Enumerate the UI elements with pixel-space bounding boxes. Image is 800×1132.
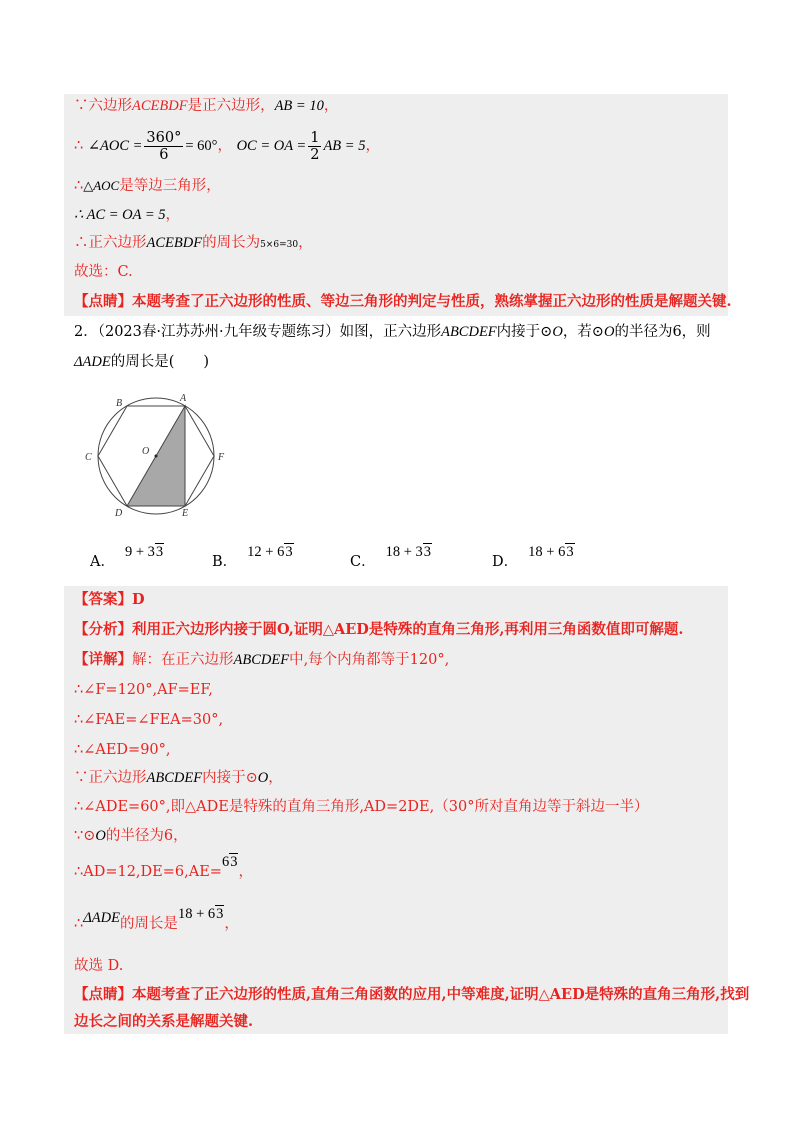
step-8: ∴ΔADE的周长是18 + 63， bbox=[74, 906, 239, 932]
step-7: ∴AD=12,DE=6,AE=63， bbox=[74, 854, 253, 880]
label-d: D bbox=[115, 508, 123, 519]
block1-line5: ∴正六边形ACEBDF的周长为5×6=30， bbox=[74, 235, 313, 251]
label-a: A bbox=[180, 393, 187, 404]
option-d[interactable]: D．18 + 63 bbox=[492, 544, 574, 570]
step-4: ∵正六边形ABCDEF内接于⊙O， bbox=[74, 770, 283, 786]
option-a[interactable]: A．9 + 33 bbox=[90, 544, 164, 570]
step-6: ∵⊙O的半径为6， bbox=[74, 828, 188, 844]
question-line1: 2．（2023春·江苏苏州·九年级专题练习）如图，正六边形ABCDEF内接于⊙O，若⊙O的半径为6，则 bbox=[74, 324, 711, 340]
hexagon-circle-figure bbox=[80, 390, 230, 520]
step-5: ∴∠ADE=60°,即△ADE是特殊的直角三角形,AD=2DE,（30°所对直角边等于斜边一半） bbox=[74, 799, 649, 815]
label-e: E bbox=[182, 508, 189, 519]
block1-line4: ∴ AC = OA = 5， bbox=[74, 207, 181, 223]
center-point-o bbox=[155, 455, 158, 458]
label-c: C bbox=[85, 452, 92, 463]
option-c[interactable]: C．18 + 33 bbox=[350, 544, 432, 570]
label-o: O bbox=[142, 446, 150, 457]
block1-line7: 【点睛】本题考查了正六边形的性质、等边三角形的判定与性质，熟练掌握正六边形的性质是解题关键. bbox=[74, 293, 732, 310]
label-b: B bbox=[116, 398, 123, 409]
step-1: ∴∠F=120°,AF=EF, bbox=[74, 682, 213, 698]
block1-line3: ∴△AOC是等边三角形， bbox=[74, 178, 221, 194]
block1-line1: ∵六边形ACEBDF是正六边形，AB = 10， bbox=[74, 98, 339, 114]
analysis-line: 【分析】利用正六边形内接于圆O,证明△AED是特殊的直角三角形,再利用三角函数值即可解题. bbox=[74, 621, 684, 638]
step-3: ∴∠AED=90°, bbox=[74, 742, 171, 758]
block1-line6: 故选：C. bbox=[74, 264, 133, 280]
answer-line: 【答案】D bbox=[74, 591, 145, 608]
step-2: ∴∠FAE=∠FEA=30°, bbox=[74, 712, 224, 728]
detail-line: 【详解】解：在正六边形ABCDEF中,每个内角都等于120°, bbox=[74, 651, 450, 668]
block1-line2: ∴ ∠AOC = $\frac{360^\circ}{6}$ = 60°， OC = OA = $\frac{1}{2}$ AB = 5， bbox=[74, 129, 380, 163]
step-9: 故选 D. bbox=[74, 958, 124, 974]
remark-line-1: 【点睛】本题考查了正六边形的性质,直角三角函数的应用,中等难度,证明△AED是特殊的直角三角形,找到 bbox=[74, 986, 750, 1003]
option-b[interactable]: B．12 + 63 bbox=[212, 544, 293, 570]
remark-line-2: 边长之间的关系是解题关键. bbox=[74, 1013, 254, 1030]
question-line2: ΔADE的周长是( ) bbox=[74, 354, 210, 370]
label-f: F bbox=[218, 452, 225, 463]
